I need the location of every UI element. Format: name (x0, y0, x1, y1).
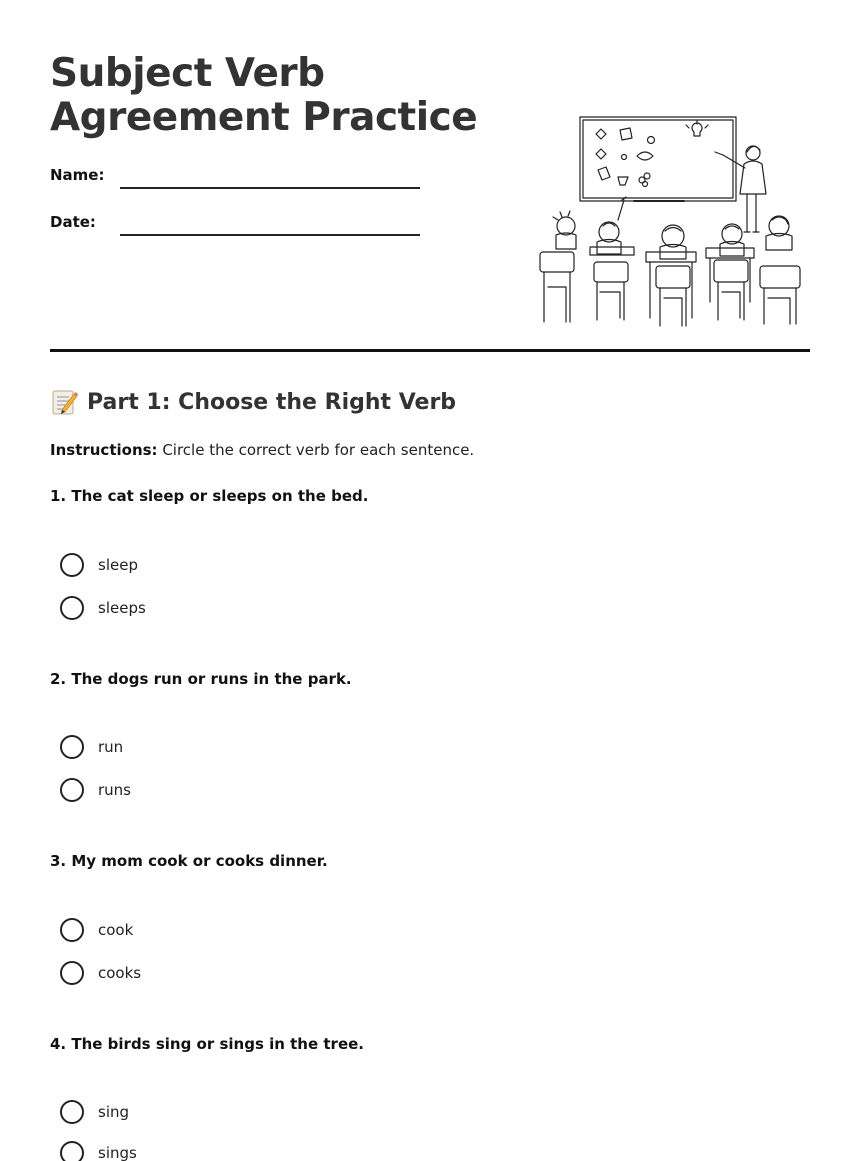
memo-pencil-icon (50, 388, 78, 416)
option-label: cook (98, 921, 134, 939)
option-sing[interactable] (60, 1100, 129, 1124)
option-label: sleeps (98, 599, 146, 617)
question-4: 4. The birds sing or sings in the tree. (50, 1035, 364, 1053)
option-run[interactable] (60, 735, 123, 759)
option-cooks[interactable] (60, 961, 141, 985)
date-field[interactable] (120, 234, 420, 236)
part1-heading (50, 388, 456, 416)
page-title: Subject Verb Agreement Practice (50, 51, 478, 140)
option-label: sing (98, 1103, 130, 1121)
radio-circle[interactable] (60, 1100, 84, 1124)
option-sings[interactable] (60, 1141, 137, 1161)
radio-circle[interactable] (60, 735, 84, 759)
question-2: 2. The dogs run or runs in the park. (50, 670, 352, 688)
option-cook[interactable] (60, 918, 133, 942)
date-label: Date: (50, 213, 96, 231)
option-label: cooks (98, 964, 142, 982)
instructions-text: Circle the correct verb for each sentence. (157, 441, 475, 459)
question-1: 1. The cat sleep or sleeps on the bed. (50, 487, 369, 505)
option-sleep[interactable] (60, 553, 138, 577)
option-label: sings (98, 1144, 137, 1161)
option-label: run (98, 738, 124, 756)
name-field[interactable] (120, 187, 420, 189)
header-divider (50, 349, 810, 352)
radio-circle[interactable] (60, 1141, 84, 1161)
option-sleeps[interactable] (60, 596, 146, 620)
radio-circle[interactable] (60, 553, 84, 577)
part1-heading-text: Part 1: Choose the Right Verb (87, 389, 457, 415)
worksheet-page (50, 0, 810, 1161)
name-label: Name: (50, 166, 105, 184)
radio-circle[interactable] (60, 596, 84, 620)
option-label: runs (98, 781, 131, 799)
option-label: sleep (98, 556, 138, 574)
instructions-label: Instructions: (50, 441, 158, 459)
question-3: 3. My mom cook or cooks dinner. (50, 852, 328, 870)
radio-circle[interactable] (60, 778, 84, 802)
instructions (50, 441, 474, 459)
classroom-illustration (534, 112, 806, 332)
option-runs[interactable] (60, 778, 131, 802)
radio-circle[interactable] (60, 961, 84, 985)
radio-circle[interactable] (60, 918, 84, 942)
